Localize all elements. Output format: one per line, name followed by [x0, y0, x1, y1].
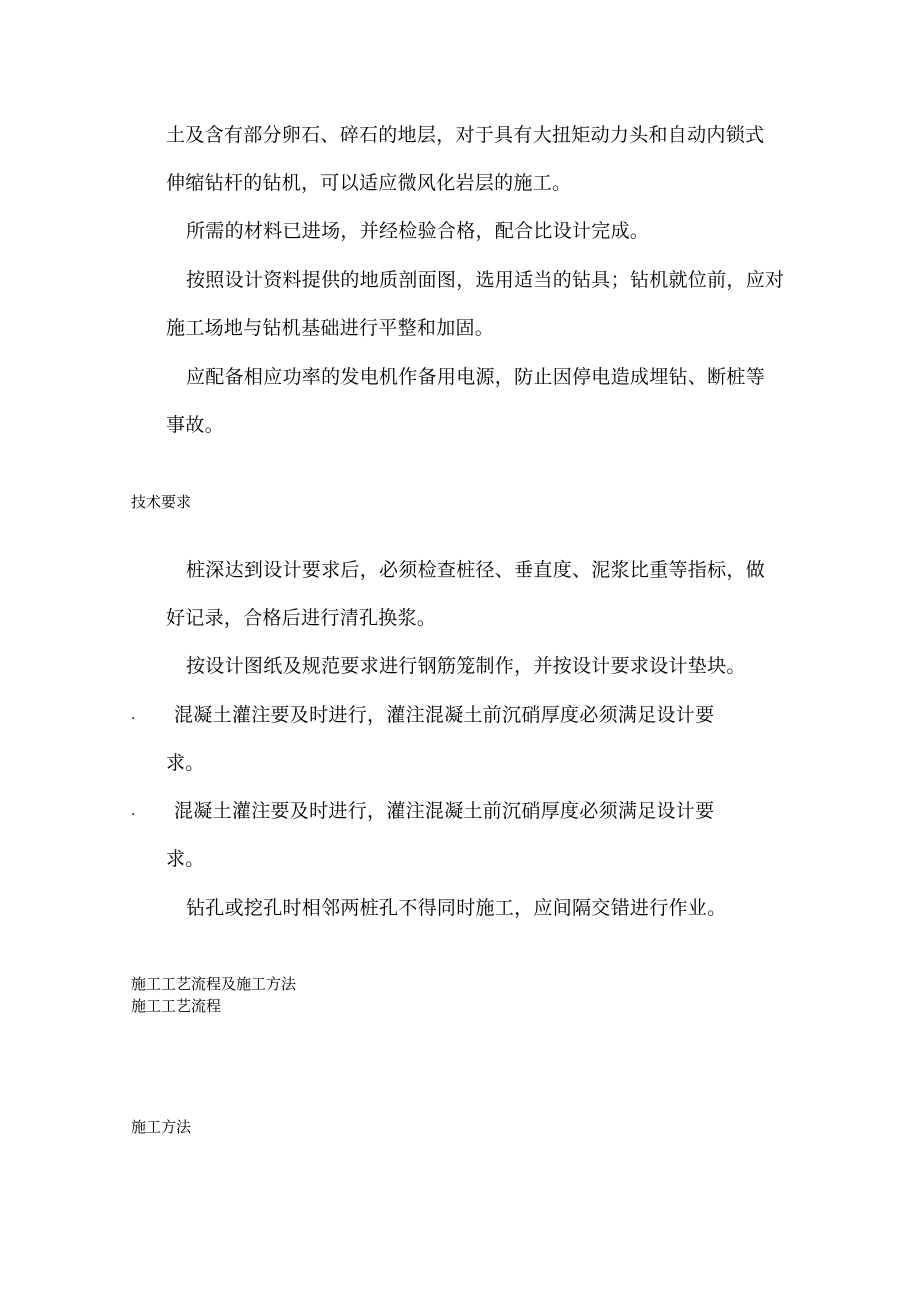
paragraph-line: 按照设计资料提供的地质剖面图，选用适当的钻具；钻机就位前，应对: [186, 269, 785, 291]
section-heading-method: 施工方法: [131, 1118, 192, 1136]
paragraph-line: 桩深达到设计要求后，必须检查桩径、垂直度、泥浆比重等指标，做: [186, 559, 766, 581]
section-heading-process: 施工工艺流程及施工方法: [131, 975, 297, 993]
paragraph-line: 混凝土灌注要及时进行，灌注混凝土前沉硝厚度必须满足设计要: [174, 704, 715, 726]
subheading-process-flow: 施工工艺流程: [131, 997, 222, 1015]
paragraph-line: 所需的材料已进场，并经检验合格，配合比设计完成。: [186, 220, 650, 242]
list-bullet: .: [131, 707, 136, 723]
paragraph-line: 土及含有部分卵石、碎石的地层，对于具有大扭矩动力头和自动内锁式: [166, 124, 765, 146]
section-heading-tech: 技术要求: [131, 493, 192, 511]
paragraph-line: 伸缩钻杆的钻机，可以适应微风化岩层的施工。: [166, 172, 572, 194]
paragraph-line: 求。: [166, 752, 205, 774]
paragraph-line: 事故。: [166, 414, 224, 436]
paragraph-line: 施工场地与钻机基础进行平整和加固。: [166, 317, 495, 339]
paragraph-line: 应配备相应功率的发电机作备用电源，防止因停电造成埋钻、断桩等: [186, 366, 766, 388]
paragraph-line: 好记录，合格后进行清孔换浆。: [166, 607, 437, 629]
list-bullet: .: [131, 803, 136, 819]
paragraph-line: 钻孔或挖孔时相邻两桩孔不得同时施工，应间隔交错进行作业。: [186, 897, 727, 919]
paragraph-line: 按设计图纸及规范要求进行钢筋笼制作，并按设计要求设计垫块。: [186, 655, 746, 677]
paragraph-line: 混凝土灌注要及时进行，灌注混凝土前沉硝厚度必须满足设计要: [174, 800, 715, 822]
paragraph-line: 求。: [166, 848, 205, 870]
